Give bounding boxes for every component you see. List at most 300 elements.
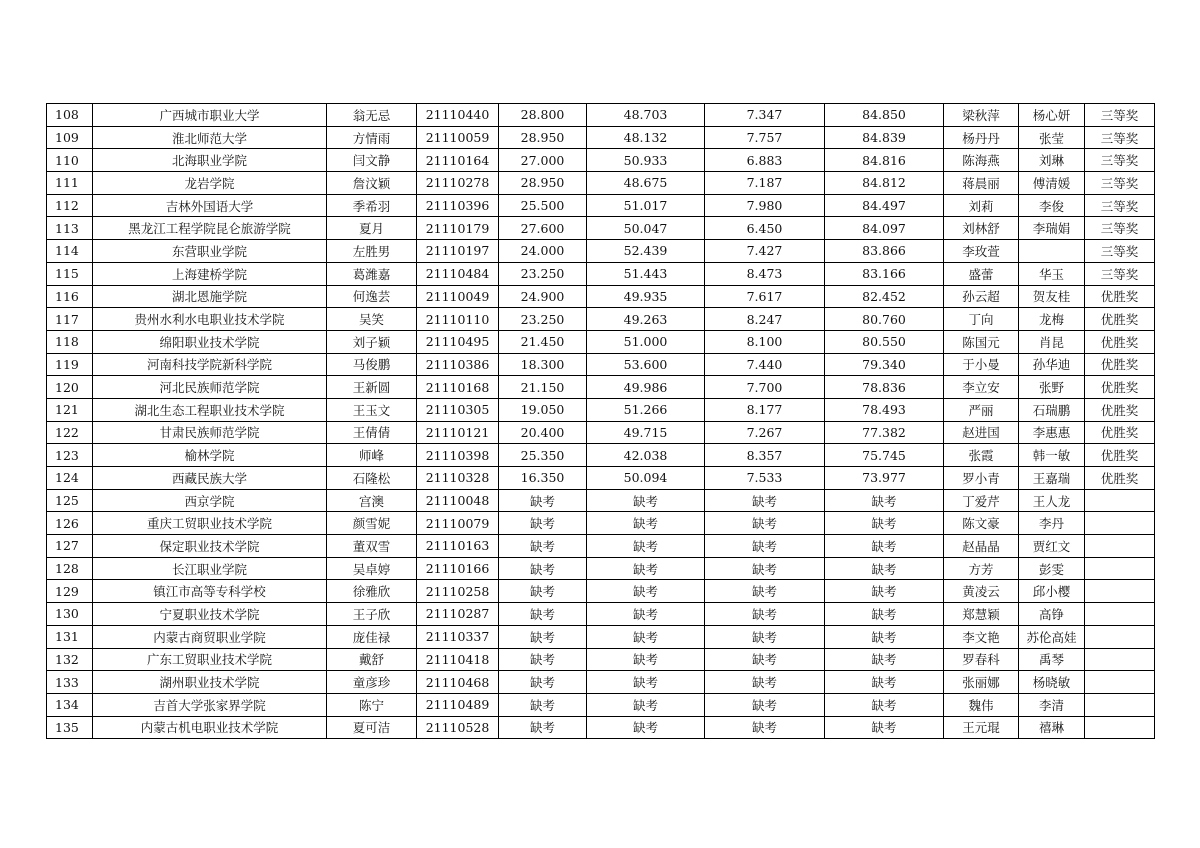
total-score-cell: 缺考 <box>825 580 944 603</box>
teacher-1-cell: 严丽 <box>944 398 1019 421</box>
student-id-cell: 21110484 <box>417 262 499 285</box>
teacher-2-cell: 李惠惠 <box>1019 421 1085 444</box>
row-number-cell: 109 <box>47 126 93 149</box>
table-row <box>47 217 1155 240</box>
score-part2-cell: 缺考 <box>587 603 705 626</box>
student-id-cell: 21110337 <box>417 625 499 648</box>
score-part3-cell: 缺考 <box>705 716 825 739</box>
teacher-2-cell: 石瑞鹏 <box>1019 398 1085 421</box>
teacher-1-cell: 盛蕾 <box>944 262 1019 285</box>
school-name-cell: 黑龙江工程学院昆仑旅游学院 <box>93 217 327 240</box>
student-id-cell: 21110418 <box>417 648 499 671</box>
score-part3-cell: 7.980 <box>705 194 825 217</box>
score-part2-cell: 缺考 <box>587 671 705 694</box>
student-id-cell: 21110287 <box>417 603 499 626</box>
total-score-cell: 82.452 <box>825 285 944 308</box>
score-part1-cell: 18.300 <box>499 353 587 376</box>
teacher-2-cell: 杨晓敏 <box>1019 671 1085 694</box>
score-part1-cell: 缺考 <box>499 671 587 694</box>
row-number-cell: 123 <box>47 444 93 467</box>
total-score-cell: 84.497 <box>825 194 944 217</box>
score-part3-cell: 7.757 <box>705 126 825 149</box>
score-part2-cell: 50.094 <box>587 467 705 490</box>
teacher-2-cell: 张莹 <box>1019 126 1085 149</box>
teacher-1-cell: 陈海燕 <box>944 149 1019 172</box>
student-name-cell: 王新圆 <box>327 376 417 399</box>
score-part2-cell: 52.439 <box>587 240 705 263</box>
award-cell: 优胜奖 <box>1085 376 1155 399</box>
row-number-cell: 118 <box>47 330 93 353</box>
score-part1-cell: 24.000 <box>499 240 587 263</box>
total-score-cell: 84.839 <box>825 126 944 149</box>
score-part3-cell: 6.450 <box>705 217 825 240</box>
award-cell: 优胜奖 <box>1085 353 1155 376</box>
score-part1-cell: 28.950 <box>499 126 587 149</box>
student-name-cell: 王倩倩 <box>327 421 417 444</box>
teacher-2-cell: 李丹 <box>1019 512 1085 535</box>
row-number-cell: 116 <box>47 285 93 308</box>
teacher-1-cell: 蒋晨丽 <box>944 172 1019 195</box>
student-name-cell: 葛潍嘉 <box>327 262 417 285</box>
score-part3-cell: 7.427 <box>705 240 825 263</box>
table-row <box>47 149 1155 172</box>
table-row <box>47 262 1155 285</box>
table-row <box>47 693 1155 716</box>
teacher-1-cell: 李立安 <box>944 376 1019 399</box>
score-part2-cell: 缺考 <box>587 580 705 603</box>
score-part2-cell: 51.443 <box>587 262 705 285</box>
teacher-1-cell: 刘莉 <box>944 194 1019 217</box>
score-part2-cell: 48.675 <box>587 172 705 195</box>
student-id-cell: 21110197 <box>417 240 499 263</box>
award-cell <box>1085 557 1155 580</box>
results-table <box>46 103 1155 739</box>
score-part3-cell: 7.267 <box>705 421 825 444</box>
score-part2-cell: 50.933 <box>587 149 705 172</box>
row-number-cell: 121 <box>47 398 93 421</box>
score-part2-cell: 缺考 <box>587 535 705 558</box>
score-part3-cell: 缺考 <box>705 489 825 512</box>
score-part3-cell: 8.177 <box>705 398 825 421</box>
total-score-cell: 84.812 <box>825 172 944 195</box>
score-part2-cell: 缺考 <box>587 512 705 535</box>
total-score-cell: 缺考 <box>825 557 944 580</box>
teacher-1-cell: 刘林舒 <box>944 217 1019 240</box>
score-part1-cell: 缺考 <box>499 512 587 535</box>
school-name-cell: 长江职业学院 <box>93 557 327 580</box>
score-part2-cell: 缺考 <box>587 557 705 580</box>
table-row <box>47 671 1155 694</box>
award-cell <box>1085 716 1155 739</box>
score-part3-cell: 8.247 <box>705 308 825 331</box>
award-cell: 优胜奖 <box>1085 398 1155 421</box>
school-name-cell: 东营职业学院 <box>93 240 327 263</box>
score-part3-cell: 7.533 <box>705 467 825 490</box>
award-cell: 三等奖 <box>1085 240 1155 263</box>
award-cell <box>1085 648 1155 671</box>
score-part2-cell: 49.986 <box>587 376 705 399</box>
award-cell: 优胜奖 <box>1085 285 1155 308</box>
row-number-cell: 108 <box>47 104 93 127</box>
teacher-2-cell: 杨心妍 <box>1019 104 1085 127</box>
teacher-1-cell: 丁向 <box>944 308 1019 331</box>
table-row <box>47 104 1155 127</box>
table-row <box>47 126 1155 149</box>
teacher-2-cell: 李瑞娟 <box>1019 217 1085 240</box>
award-cell: 三等奖 <box>1085 217 1155 240</box>
score-part2-cell: 缺考 <box>587 625 705 648</box>
score-part1-cell: 21.150 <box>499 376 587 399</box>
score-part3-cell: 8.357 <box>705 444 825 467</box>
teacher-2-cell: 刘琳 <box>1019 149 1085 172</box>
student-id-cell: 21110489 <box>417 693 499 716</box>
student-name-cell: 童彦珍 <box>327 671 417 694</box>
table-row <box>47 535 1155 558</box>
score-part2-cell: 42.038 <box>587 444 705 467</box>
school-name-cell: 北海职业学院 <box>93 149 327 172</box>
score-part1-cell: 27.000 <box>499 149 587 172</box>
score-part3-cell: 缺考 <box>705 693 825 716</box>
award-cell: 优胜奖 <box>1085 308 1155 331</box>
table-row <box>47 512 1155 535</box>
student-name-cell: 宫澳 <box>327 489 417 512</box>
score-part3-cell: 缺考 <box>705 648 825 671</box>
score-part2-cell: 48.132 <box>587 126 705 149</box>
total-score-cell: 84.850 <box>825 104 944 127</box>
table-row <box>47 603 1155 626</box>
student-name-cell: 翁无忌 <box>327 104 417 127</box>
total-score-cell: 78.836 <box>825 376 944 399</box>
teacher-2-cell: 孙华迪 <box>1019 353 1085 376</box>
award-cell: 优胜奖 <box>1085 330 1155 353</box>
table-row <box>47 716 1155 739</box>
award-cell: 三等奖 <box>1085 104 1155 127</box>
award-cell <box>1085 625 1155 648</box>
teacher-2-cell: 彭雯 <box>1019 557 1085 580</box>
student-name-cell: 闫文静 <box>327 149 417 172</box>
student-id-cell: 21110110 <box>417 308 499 331</box>
score-part3-cell: 7.617 <box>705 285 825 308</box>
teacher-2-cell: 李俊 <box>1019 194 1085 217</box>
row-number-cell: 115 <box>47 262 93 285</box>
student-name-cell: 吴卓婷 <box>327 557 417 580</box>
teacher-1-cell: 丁爱芹 <box>944 489 1019 512</box>
score-part3-cell: 缺考 <box>705 625 825 648</box>
student-name-cell: 石隆松 <box>327 467 417 490</box>
student-name-cell: 师峰 <box>327 444 417 467</box>
row-number-cell: 117 <box>47 308 93 331</box>
teacher-1-cell: 郑慧颖 <box>944 603 1019 626</box>
table-row <box>47 444 1155 467</box>
table-row <box>47 580 1155 603</box>
school-name-cell: 河南科技学院新科学院 <box>93 353 327 376</box>
table-row <box>47 398 1155 421</box>
table-row <box>47 467 1155 490</box>
row-number-cell: 124 <box>47 467 93 490</box>
row-number-cell: 119 <box>47 353 93 376</box>
student-id-cell: 21110049 <box>417 285 499 308</box>
total-score-cell: 77.382 <box>825 421 944 444</box>
school-name-cell: 广东工贸职业技术学院 <box>93 648 327 671</box>
score-part2-cell: 53.600 <box>587 353 705 376</box>
table-row <box>47 489 1155 512</box>
school-name-cell: 湖北恩施学院 <box>93 285 327 308</box>
row-number-cell: 120 <box>47 376 93 399</box>
teacher-2-cell <box>1019 240 1085 263</box>
school-name-cell: 上海建桥学院 <box>93 262 327 285</box>
total-score-cell: 缺考 <box>825 671 944 694</box>
score-part1-cell: 23.250 <box>499 308 587 331</box>
row-number-cell: 129 <box>47 580 93 603</box>
table-row <box>47 648 1155 671</box>
student-id-cell: 21110528 <box>417 716 499 739</box>
teacher-2-cell: 禹琴 <box>1019 648 1085 671</box>
table-row <box>47 308 1155 331</box>
score-part2-cell: 49.715 <box>587 421 705 444</box>
score-part1-cell: 缺考 <box>499 603 587 626</box>
award-cell: 优胜奖 <box>1085 444 1155 467</box>
award-cell: 优胜奖 <box>1085 421 1155 444</box>
teacher-2-cell: 韩一敏 <box>1019 444 1085 467</box>
teacher-2-cell: 张野 <box>1019 376 1085 399</box>
student-id-cell: 21110495 <box>417 330 499 353</box>
score-part1-cell: 缺考 <box>499 557 587 580</box>
teacher-1-cell: 陈国元 <box>944 330 1019 353</box>
teacher-1-cell: 王元琨 <box>944 716 1019 739</box>
table-row <box>47 172 1155 195</box>
teacher-1-cell: 孙云超 <box>944 285 1019 308</box>
student-id-cell: 21110305 <box>417 398 499 421</box>
score-part1-cell: 20.400 <box>499 421 587 444</box>
score-part2-cell: 51.000 <box>587 330 705 353</box>
student-id-cell: 21110121 <box>417 421 499 444</box>
table-row <box>47 625 1155 648</box>
teacher-2-cell: 傅清媛 <box>1019 172 1085 195</box>
score-part3-cell: 6.883 <box>705 149 825 172</box>
student-name-cell: 王子欣 <box>327 603 417 626</box>
row-number-cell: 126 <box>47 512 93 535</box>
school-name-cell: 贵州水利水电职业技术学院 <box>93 308 327 331</box>
student-id-cell: 21110396 <box>417 194 499 217</box>
score-part3-cell: 8.100 <box>705 330 825 353</box>
award-cell: 三等奖 <box>1085 194 1155 217</box>
award-cell <box>1085 489 1155 512</box>
student-name-cell: 马俊鹏 <box>327 353 417 376</box>
total-score-cell: 缺考 <box>825 693 944 716</box>
school-name-cell: 吉林外国语大学 <box>93 194 327 217</box>
total-score-cell: 80.550 <box>825 330 944 353</box>
score-part3-cell: 7.187 <box>705 172 825 195</box>
student-name-cell: 王玉文 <box>327 398 417 421</box>
score-part3-cell: 7.440 <box>705 353 825 376</box>
school-name-cell: 甘肃民族师范学院 <box>93 421 327 444</box>
score-part1-cell: 24.900 <box>499 285 587 308</box>
teacher-1-cell: 赵进国 <box>944 421 1019 444</box>
score-part2-cell: 51.266 <box>587 398 705 421</box>
table-row <box>47 353 1155 376</box>
table-row <box>47 285 1155 308</box>
school-name-cell: 镇江市高等专科学校 <box>93 580 327 603</box>
total-score-cell: 80.760 <box>825 308 944 331</box>
score-part1-cell: 21.450 <box>499 330 587 353</box>
student-id-cell: 21110168 <box>417 376 499 399</box>
score-part1-cell: 23.250 <box>499 262 587 285</box>
row-number-cell: 113 <box>47 217 93 240</box>
score-part2-cell: 缺考 <box>587 716 705 739</box>
score-part2-cell: 49.935 <box>587 285 705 308</box>
school-name-cell: 河北民族师范学院 <box>93 376 327 399</box>
total-score-cell: 78.493 <box>825 398 944 421</box>
row-number-cell: 133 <box>47 671 93 694</box>
score-part1-cell: 16.350 <box>499 467 587 490</box>
student-id-cell: 21110179 <box>417 217 499 240</box>
student-id-cell: 21110258 <box>417 580 499 603</box>
teacher-1-cell: 罗小青 <box>944 467 1019 490</box>
score-part3-cell: 缺考 <box>705 603 825 626</box>
school-name-cell: 保定职业技术学院 <box>93 535 327 558</box>
teacher-1-cell: 罗春科 <box>944 648 1019 671</box>
student-id-cell: 21110328 <box>417 467 499 490</box>
student-id-cell: 21110079 <box>417 512 499 535</box>
table-row <box>47 194 1155 217</box>
score-part1-cell: 缺考 <box>499 625 587 648</box>
row-number-cell: 134 <box>47 693 93 716</box>
total-score-cell: 83.866 <box>825 240 944 263</box>
score-part1-cell: 缺考 <box>499 716 587 739</box>
total-score-cell: 75.745 <box>825 444 944 467</box>
school-name-cell: 淮北师范大学 <box>93 126 327 149</box>
total-score-cell: 73.977 <box>825 467 944 490</box>
student-id-cell: 21110164 <box>417 149 499 172</box>
score-part2-cell: 48.703 <box>587 104 705 127</box>
school-name-cell: 西京学院 <box>93 489 327 512</box>
score-part1-cell: 28.800 <box>499 104 587 127</box>
award-cell <box>1085 535 1155 558</box>
total-score-cell: 83.166 <box>825 262 944 285</box>
teacher-2-cell: 肖昆 <box>1019 330 1085 353</box>
total-score-cell: 缺考 <box>825 489 944 512</box>
school-name-cell: 宁夏职业技术学院 <box>93 603 327 626</box>
score-part2-cell: 51.017 <box>587 194 705 217</box>
school-name-cell: 湖州职业技术学院 <box>93 671 327 694</box>
student-name-cell: 颜雪妮 <box>327 512 417 535</box>
total-score-cell: 84.816 <box>825 149 944 172</box>
teacher-1-cell: 陈文豪 <box>944 512 1019 535</box>
teacher-1-cell: 方芳 <box>944 557 1019 580</box>
score-part3-cell: 缺考 <box>705 512 825 535</box>
table-row <box>47 376 1155 399</box>
student-id-cell: 21110048 <box>417 489 499 512</box>
score-part1-cell: 缺考 <box>499 535 587 558</box>
teacher-1-cell: 赵晶晶 <box>944 535 1019 558</box>
student-name-cell: 方情雨 <box>327 126 417 149</box>
student-name-cell: 夏可洁 <box>327 716 417 739</box>
score-part1-cell: 25.350 <box>499 444 587 467</box>
score-part3-cell: 7.700 <box>705 376 825 399</box>
row-number-cell: 110 <box>47 149 93 172</box>
row-number-cell: 128 <box>47 557 93 580</box>
score-part3-cell: 缺考 <box>705 557 825 580</box>
table-row <box>47 557 1155 580</box>
student-name-cell: 吴笑 <box>327 308 417 331</box>
award-cell: 三等奖 <box>1085 126 1155 149</box>
school-name-cell: 吉首大学张家界学院 <box>93 693 327 716</box>
total-score-cell: 缺考 <box>825 512 944 535</box>
school-name-cell: 绵阳职业技术学院 <box>93 330 327 353</box>
teacher-2-cell: 苏伦高娃 <box>1019 625 1085 648</box>
score-part2-cell: 50.047 <box>587 217 705 240</box>
row-number-cell: 130 <box>47 603 93 626</box>
teacher-2-cell: 贾红文 <box>1019 535 1085 558</box>
student-name-cell: 庞佳禄 <box>327 625 417 648</box>
score-part1-cell: 25.500 <box>499 194 587 217</box>
school-name-cell: 内蒙古机电职业技术学院 <box>93 716 327 739</box>
score-part1-cell: 28.950 <box>499 172 587 195</box>
score-part1-cell: 缺考 <box>499 693 587 716</box>
score-part3-cell: 缺考 <box>705 671 825 694</box>
teacher-1-cell: 张霞 <box>944 444 1019 467</box>
student-id-cell: 21110386 <box>417 353 499 376</box>
teacher-2-cell: 贺友桂 <box>1019 285 1085 308</box>
score-part3-cell: 缺考 <box>705 535 825 558</box>
teacher-2-cell: 李清 <box>1019 693 1085 716</box>
school-name-cell: 西藏民族大学 <box>93 467 327 490</box>
table-row <box>47 240 1155 263</box>
score-part3-cell: 8.473 <box>705 262 825 285</box>
teacher-1-cell: 于小曼 <box>944 353 1019 376</box>
score-part1-cell: 缺考 <box>499 489 587 512</box>
score-part2-cell: 49.263 <box>587 308 705 331</box>
total-score-cell: 79.340 <box>825 353 944 376</box>
school-name-cell: 榆林学院 <box>93 444 327 467</box>
student-id-cell: 21110278 <box>417 172 499 195</box>
row-number-cell: 111 <box>47 172 93 195</box>
student-id-cell: 21110166 <box>417 557 499 580</box>
score-part3-cell: 缺考 <box>705 580 825 603</box>
school-name-cell: 重庆工贸职业技术学院 <box>93 512 327 535</box>
row-number-cell: 132 <box>47 648 93 671</box>
teacher-1-cell: 魏伟 <box>944 693 1019 716</box>
teacher-1-cell: 李文艳 <box>944 625 1019 648</box>
student-name-cell: 董双雪 <box>327 535 417 558</box>
school-name-cell: 内蒙古商贸职业学院 <box>93 625 327 648</box>
total-score-cell: 缺考 <box>825 535 944 558</box>
award-cell <box>1085 580 1155 603</box>
student-name-cell: 戴舒 <box>327 648 417 671</box>
teacher-1-cell: 张丽娜 <box>944 671 1019 694</box>
student-name-cell: 陈宁 <box>327 693 417 716</box>
total-score-cell: 缺考 <box>825 625 944 648</box>
award-cell <box>1085 512 1155 535</box>
student-id-cell: 21110398 <box>417 444 499 467</box>
student-name-cell: 何逸芸 <box>327 285 417 308</box>
student-id-cell: 21110059 <box>417 126 499 149</box>
student-id-cell: 21110440 <box>417 104 499 127</box>
teacher-1-cell: 李玫萱 <box>944 240 1019 263</box>
row-number-cell: 125 <box>47 489 93 512</box>
award-cell <box>1085 603 1155 626</box>
score-part2-cell: 缺考 <box>587 693 705 716</box>
school-name-cell: 广西城市职业大学 <box>93 104 327 127</box>
row-number-cell: 114 <box>47 240 93 263</box>
score-part2-cell: 缺考 <box>587 489 705 512</box>
student-name-cell: 徐雅欣 <box>327 580 417 603</box>
student-id-cell: 21110468 <box>417 671 499 694</box>
total-score-cell: 缺考 <box>825 603 944 626</box>
award-cell: 优胜奖 <box>1085 467 1155 490</box>
teacher-2-cell: 邱小樱 <box>1019 580 1085 603</box>
table-row <box>47 421 1155 444</box>
